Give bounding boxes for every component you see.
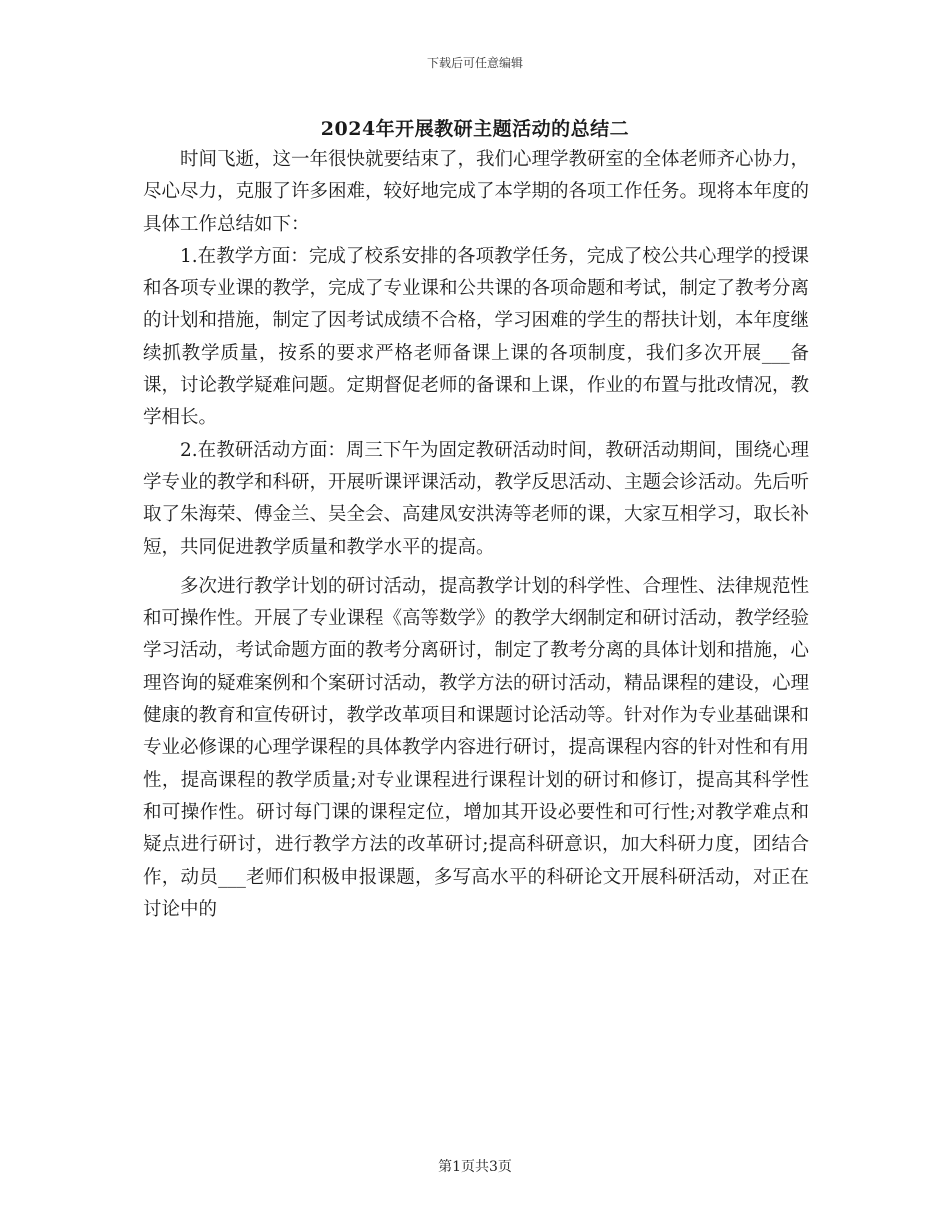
document-title: 2024年开展教研主题活动的总结二 <box>320 118 630 140</box>
header-note: 下载后可任意编辑 <box>426 56 523 70</box>
paragraph-intro: 时间飞逝，这一年很快就要结束了，我们心理学教研室的全体老师齐心协力，尽心尽力，克服了许多困难，较好地完成了本学期的各项工作任务。现将本年度的具体工作总结如下： <box>143 149 810 235</box>
paragraph-curriculum-discussion: 多次进行教学计划的研讨活动，提高教学计划的科学性、合理性、法律规范性和可操作性。开展了专业课程《高等数学》的教学大纲制定和研讨活动，教学经验学习活动，考试命题方面的教考分离研讨，制定了教考分离的具体计划和措施，心理咨询的疑难案例和个案研讨活动，教学方法的研讨活动，精品课程的建设，心理健康的教育和宣传研讨，教学改革项目和课题讨论活动等。针对作为专业基础课和专业必修课的心理学课程的具体教学内容进行研讨，提高课程内容的针对性和有用性，提高课程的教学质量;对专业课程进行课程计划的研讨和修订，提高其科学性和可操作性。研讨每门课的课程定位，增加其开设必要性和可行性;对教学难点和疑点进行研讨，进行教学方法的改革研讨;提高科研意识，加大科研力度，团结合作，动员___老师们积极申报课题，多写高水平的科研论文开展科研活动，对正在讨论中的 <box>143 575 810 920</box>
page-number: 第1页共3页 <box>438 1159 512 1175</box>
document-body <box>143 144 809 926</box>
paragraph-research-activities: 2.在教研活动方面：周三下午为固定教研活动时间，教研活动期间，围绕心理学专业的教学和科研，开展听课评课活动，教学反思活动、主题会诊活动。先后听取了朱海荣、傅金兰、吴全会、高建凤安洪涛等老师的课，大家互相学习，取长补短，共同促进教学质量和教学水平的提高。 <box>143 439 810 558</box>
paragraph-teaching: 1.在教学方面：完成了校系安排的各项教学任务，完成了校公共心理学的授课和各项专业课的教学，完成了专业课和公共课的各项命题和考试，制定了教考分离的计划和措施，制定了因考试成绩不合格，学习困难的学生的帮扶计划，本年度继续抓教学质量，按系的要求严格老师备课上课的各项制度，我们多次开展___备课，讨论教学疑难问题。定期督促老师的备课和上课，作业的布置与批改情况，教学相长。 <box>143 245 810 429</box>
